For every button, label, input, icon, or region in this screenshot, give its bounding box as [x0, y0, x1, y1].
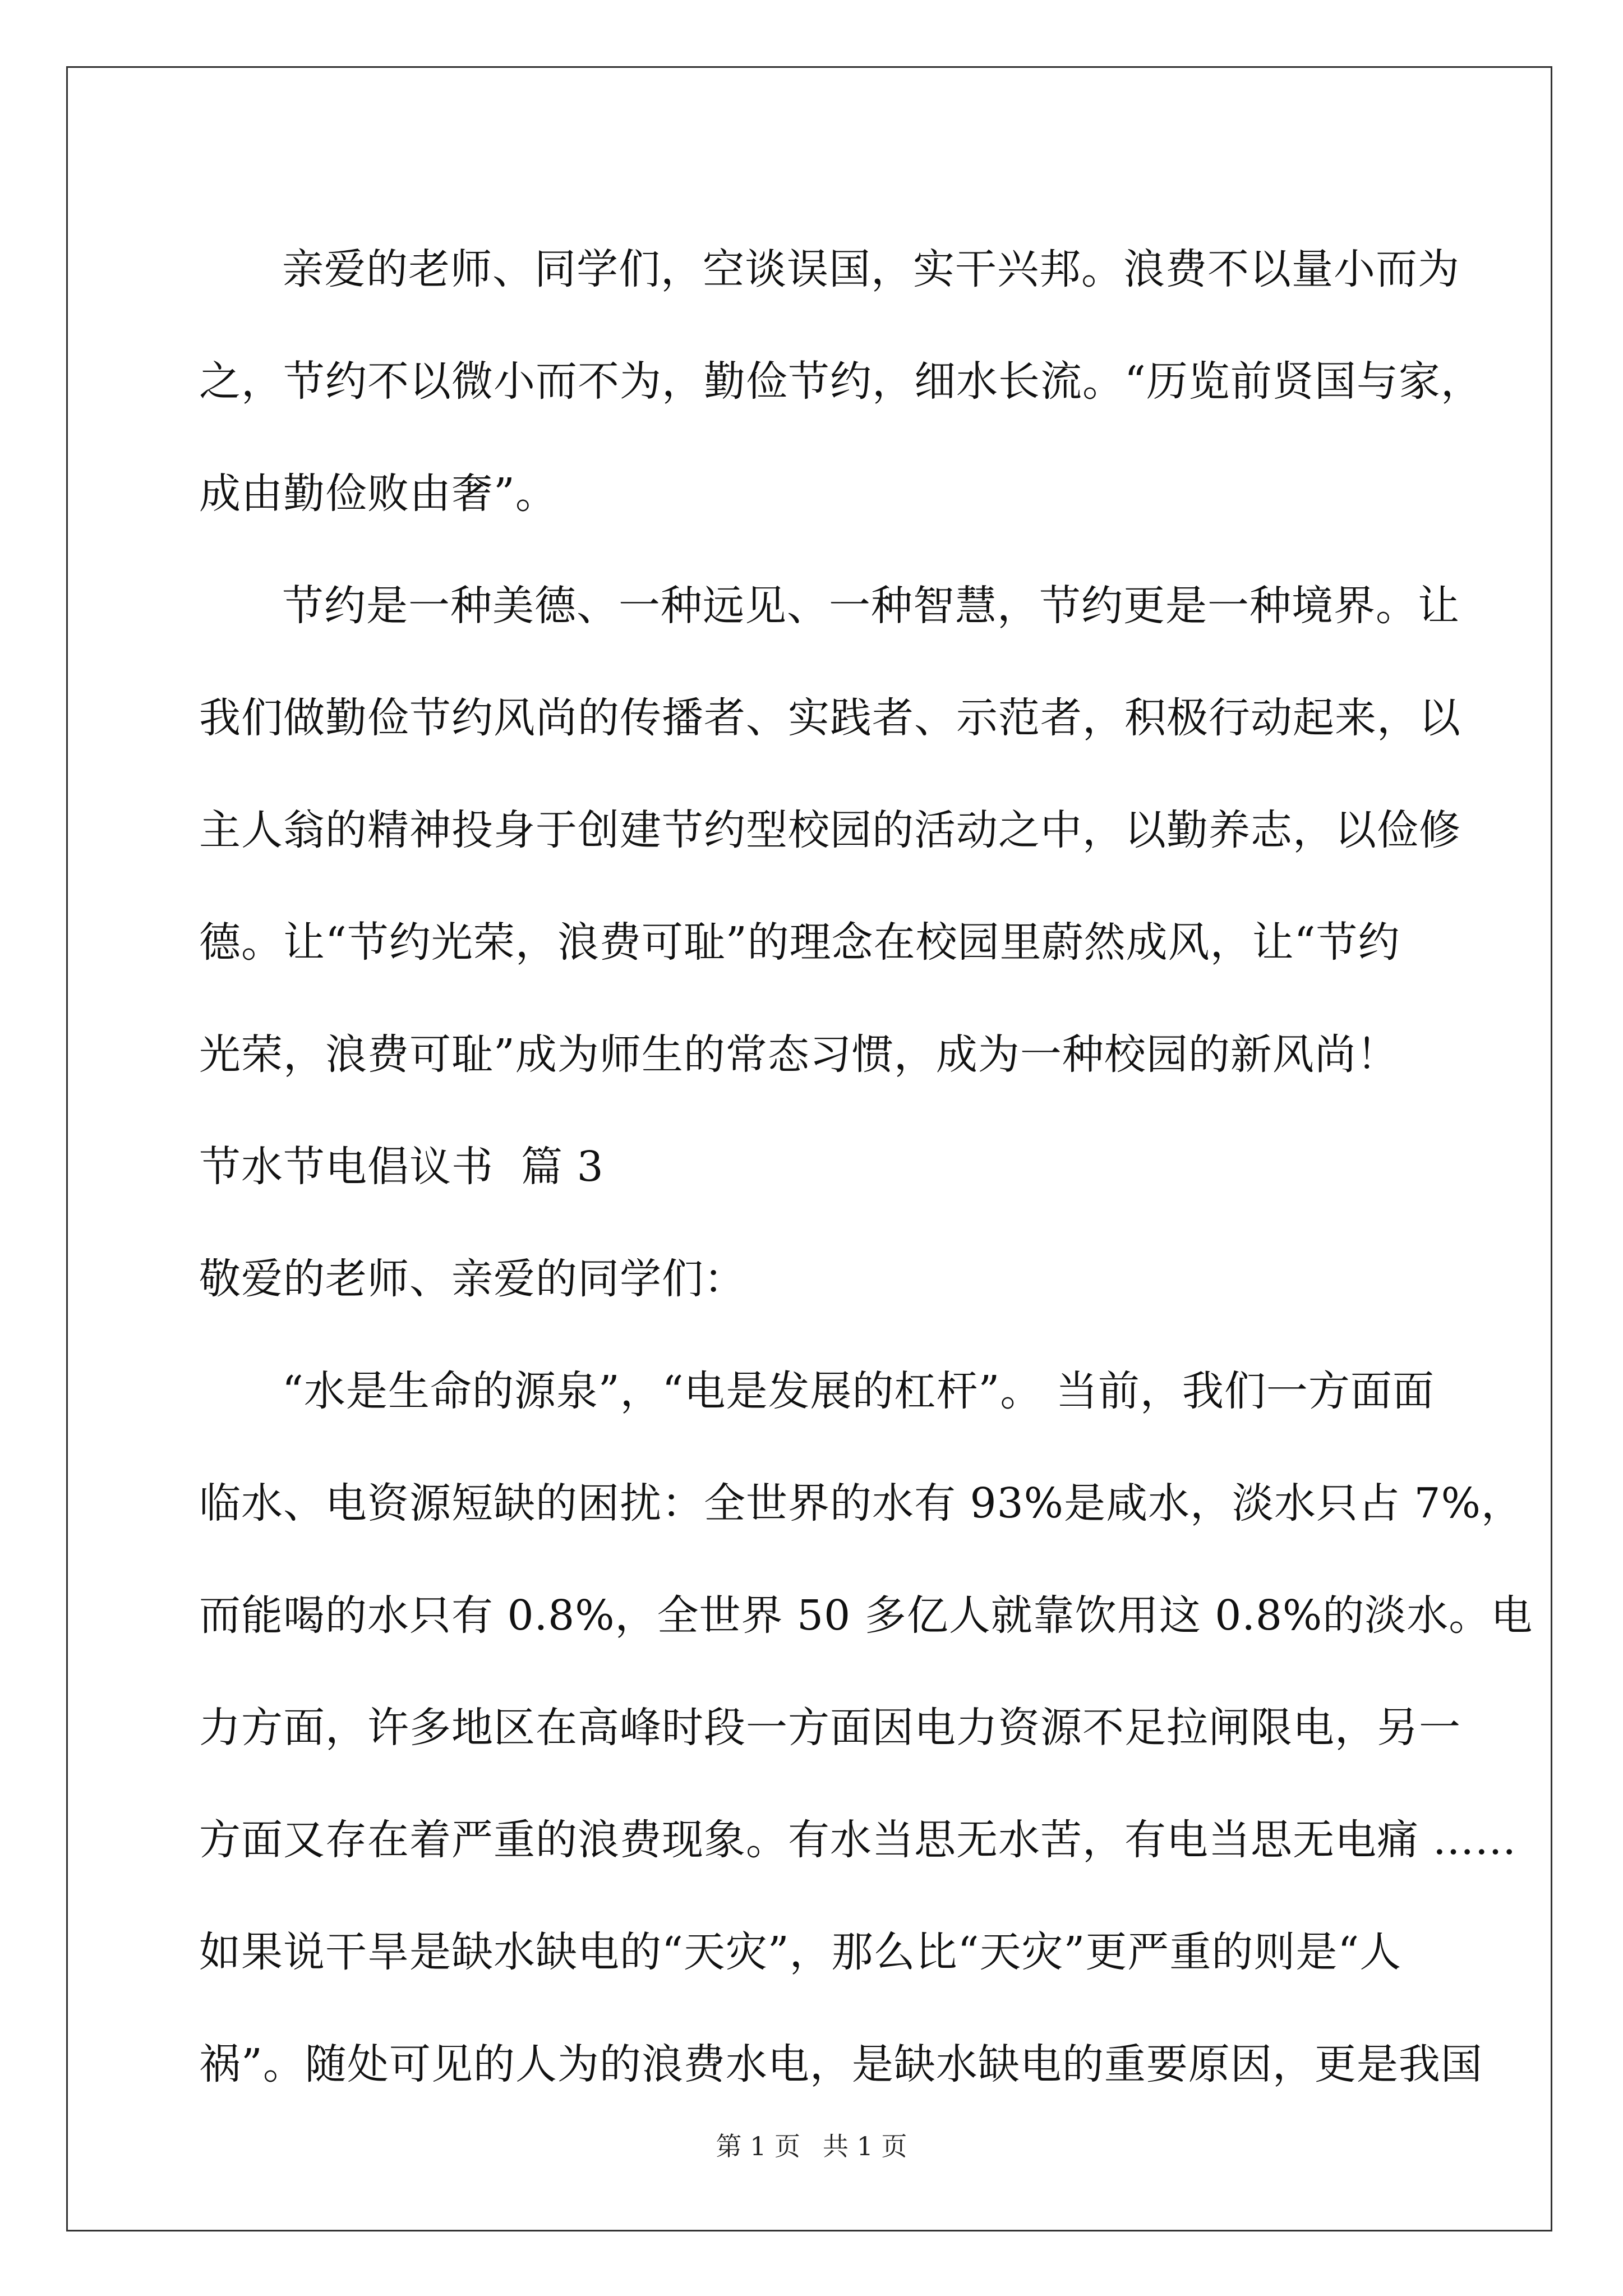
- section-title: 节水节电倡议书 篇 3: [199, 1143, 604, 1191]
- text-line: 力方面，许多地区在高峰时段一方面因电力资源不足拉闸限电，另一: [199, 1704, 1461, 1752]
- paragraph-1: [199, 213, 1483, 550]
- text-line: 德。让“节约光荣，浪费可耻”的理念在校园里蔚然成风，让“节约: [199, 918, 1400, 967]
- text-line: 而能喝的水只有 0.8%，全世界 50 多亿人就靠饮用这 0.8%的淡水。电: [199, 1591, 1533, 1640]
- text-line: 临水、电资源短缺的困扰：全世界的水有 93%是咸水，淡水只占 7%，: [199, 1479, 1523, 1527]
- text-line: 主人翁的精神投身于创建节约型校园的活动之中，以勤养志，以俭修: [199, 806, 1461, 854]
- text-line: 节约是一种美德、一种远见、一种智慧，节约更是一种境界。让: [282, 582, 1460, 630]
- text-line: 方面又存在着严重的浪费现象。有水当思无水苦，有电当思无电痛 ……: [199, 1816, 1517, 1864]
- text-line: 之，节约不以微小而不为，勤俭节约，细水长流。“历览前贤国与家，: [199, 357, 1483, 406]
- page-number: 第 1 页: [716, 2131, 800, 2161]
- salutation: 敬爱的老师、亲爱的同学们：: [199, 1255, 746, 1303]
- text-line: 亲爱的老师、同学们，空谈误国，实干兴邦。浪费不以量小而为: [282, 245, 1460, 293]
- page-footer: [0, 2126, 1623, 2163]
- page-total: 共 1 页: [823, 2131, 907, 2161]
- text-line: “水是生命的源泉”，“电是发展的杠杆”。 当前，我们一方面面: [282, 1367, 1435, 1415]
- text-line: 如果说干旱是缺水缺电的“天灾”，那么比“天灾”更严重的则是“人: [199, 1928, 1402, 1976]
- paragraph-3: [199, 1335, 1533, 2120]
- text-line: 成由勤俭败由奢”。: [199, 470, 557, 518]
- paragraph-2: [199, 550, 1461, 1111]
- text-line: 我们做勤俭节约风尚的传播者、实践者、示范者，积极行动起来，以: [199, 694, 1461, 742]
- text-line: 光荣，浪费可耻”成为师生的常态习惯，成为一种校园的新风尚！: [199, 1030, 1399, 1079]
- text-line: 祸”。随处可见的人为的浪费水电，是缺水缺电的重要原因，更是我国: [199, 2040, 1483, 2088]
- document-body: [199, 213, 1533, 2120]
